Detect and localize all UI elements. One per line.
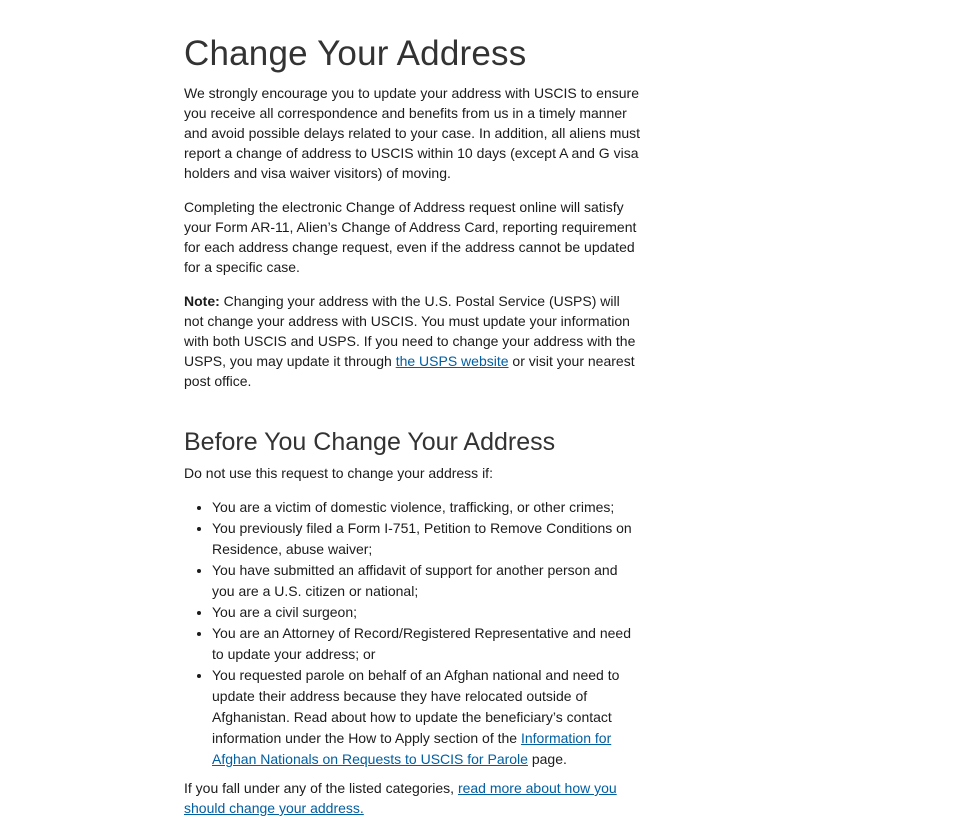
note-paragraph xyxy=(184,291,642,391)
ar11-paragraph: Completing the electronic Change of Address request online will satisfy your Form AR-11, Alien’s Change of Address Card, reporting requirement for each address change request, even if the address cannot be updated for a specific case. xyxy=(184,199,637,275)
main-content xyxy=(184,34,642,832)
note-text: Changing your address with the U.S. Postal Service (USPS) will not change your address with USCIS. You must update your information with both USCIS and USPS. If you need to change your address with the USPS, you may update it through xyxy=(184,293,636,369)
list-item-afghan xyxy=(212,665,642,770)
list-item: • You have submitted an affidavit of support for another person and you are a U.S. citizen or national; xyxy=(212,560,642,602)
before-section-lead: Do not use this request to change your address if: xyxy=(184,465,493,481)
list-item: • You are a civil surgeon; xyxy=(212,602,642,623)
afghan-item-text-end: page. xyxy=(527,751,567,767)
change-address-info-link[interactable]: read more about how you should change your address. xyxy=(184,780,617,816)
before-section-title: Before You Change Your Address xyxy=(184,428,556,456)
note-text-end: or visit your nearest post office. xyxy=(184,353,635,389)
footer-text: If you fall under any of the listed categories, xyxy=(184,780,458,796)
usps-website-link[interactable]: the USPS website xyxy=(395,353,509,369)
list-item: • You are an Attorney of Record/Registered Representative and need to update your address; or xyxy=(212,623,642,665)
afghan-parole-info-link[interactable]: Information for Afghan Nationals on Requests to USCIS for Parole xyxy=(212,730,612,767)
note-label: Note: xyxy=(184,293,220,309)
intro-paragraph: We strongly encourage you to update your address with USCIS to ensure you receive all correspondence and benefits from us in a timely manner and avoid possible delays related to your case. In addition, all aliens must report a change of address to USCIS within 10 days (except A and G visa holders and visa waiver visitors) of moving. xyxy=(184,85,641,181)
list-item: • You previously filed a Form I-751, Petition to Remove Conditions on Residence, abuse waiver; xyxy=(212,518,642,560)
list-item: • You are a victim of domestic violence, trafficking, or other crimes; xyxy=(212,497,642,518)
page-title: Change Your Address xyxy=(184,34,527,73)
afghan-item-text: You requested parole on behalf of an Afghan national and need to update their address because they have relocated outside of Afghanistan. Read about how to update the beneficiary’s contact information under the How to Apply section of the xyxy=(212,667,620,746)
footer-paragraph xyxy=(184,778,642,818)
condition-list xyxy=(184,497,642,770)
